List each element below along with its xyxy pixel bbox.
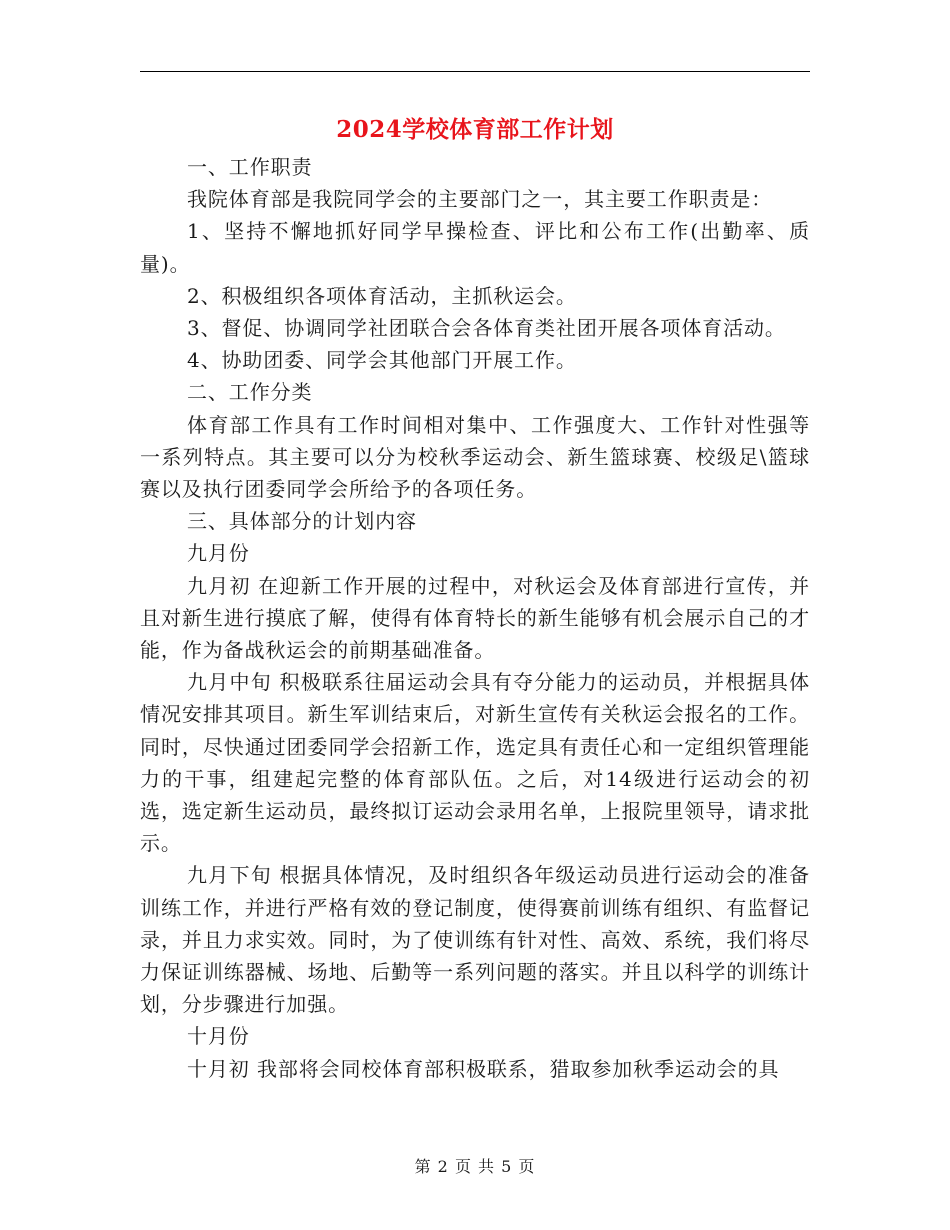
document-title: 2024学校体育部工作计划: [336, 116, 614, 143]
heading-section-2: 二、工作分类: [187, 380, 313, 405]
heading-month-october: 十月份: [187, 1024, 250, 1049]
paragraph: 我院体育部是我院同学会的主要部门之一，其主要工作职责是：: [187, 187, 773, 212]
paragraph: 九月初 在迎新工作开展的过程中，对秋运会及体育部进行宣传，并且对新生进行摸底了解，使得有体育特长的新生能够有机会展示自己的才能，作为备战秋运会的前期基础准备。: [140, 573, 810, 663]
paragraph: 十月初 我部将会同校体育部积极联系，猎取参加秋季运动会的具: [187, 1056, 780, 1081]
list-item: 4、协助团委、同学会其他部门开展工作。: [187, 348, 577, 373]
paragraph: 体育部工作具有工作时间相对集中、工作强度大、工作针对性强等一系列特点。其主要可以分为校秋季运动会、新生篮球赛、校级足\篮球赛以及执行团委同学会所给予的各项任务。: [140, 412, 810, 502]
page-number: 第 2 页 共 5 页: [414, 1157, 536, 1176]
list-item: 2、积极组织各项体育活动，主抓秋运会。: [187, 283, 577, 308]
heading-section-3: 三、具体部分的计划内容: [187, 509, 417, 534]
list-item: 3、督促、协调同学社团联合会各体育类社团开展各项体育活动。: [187, 316, 786, 341]
header-rule: [140, 71, 810, 72]
heading-section-1: 一、工作职责: [187, 155, 313, 179]
paragraph: 九月下旬 根据具体情况，及时组织各年级运动员进行运动会的准备训练工作，并进行严格有效的登记制度，使得赛前训练有组织、有监督记录，并且力求实效。同时，为了使训练有针对性、高效、系统，我们将尽力保证训练器械、场地、后勤等一系列问题的落实。并且以科学的训练计划，分步骤进行加强。: [140, 863, 810, 1017]
paragraph: 九月中旬 积极联系往届运动会具有夺分能力的运动员，并根据具体情况安排其项目。新生军训结束后，对新生宣传有关秋运会报名的工作。同时，尽快通过团委同学会招新工作，选定具有责任心和一定组织管理能力的干事，组建起完整的体育部队伍。之后，对14级进行运动会的初选，选定新生运动员，最终拟订运动会录用名单，上报院里领导，请求批示。: [140, 670, 810, 856]
list-item: 1、坚持不懈地抓好同学早操检查、评比和公布工作(出勤率、质量)。: [140, 219, 810, 276]
heading-month-september: 九月份: [187, 541, 250, 566]
document-body: [140, 151, 810, 1085]
